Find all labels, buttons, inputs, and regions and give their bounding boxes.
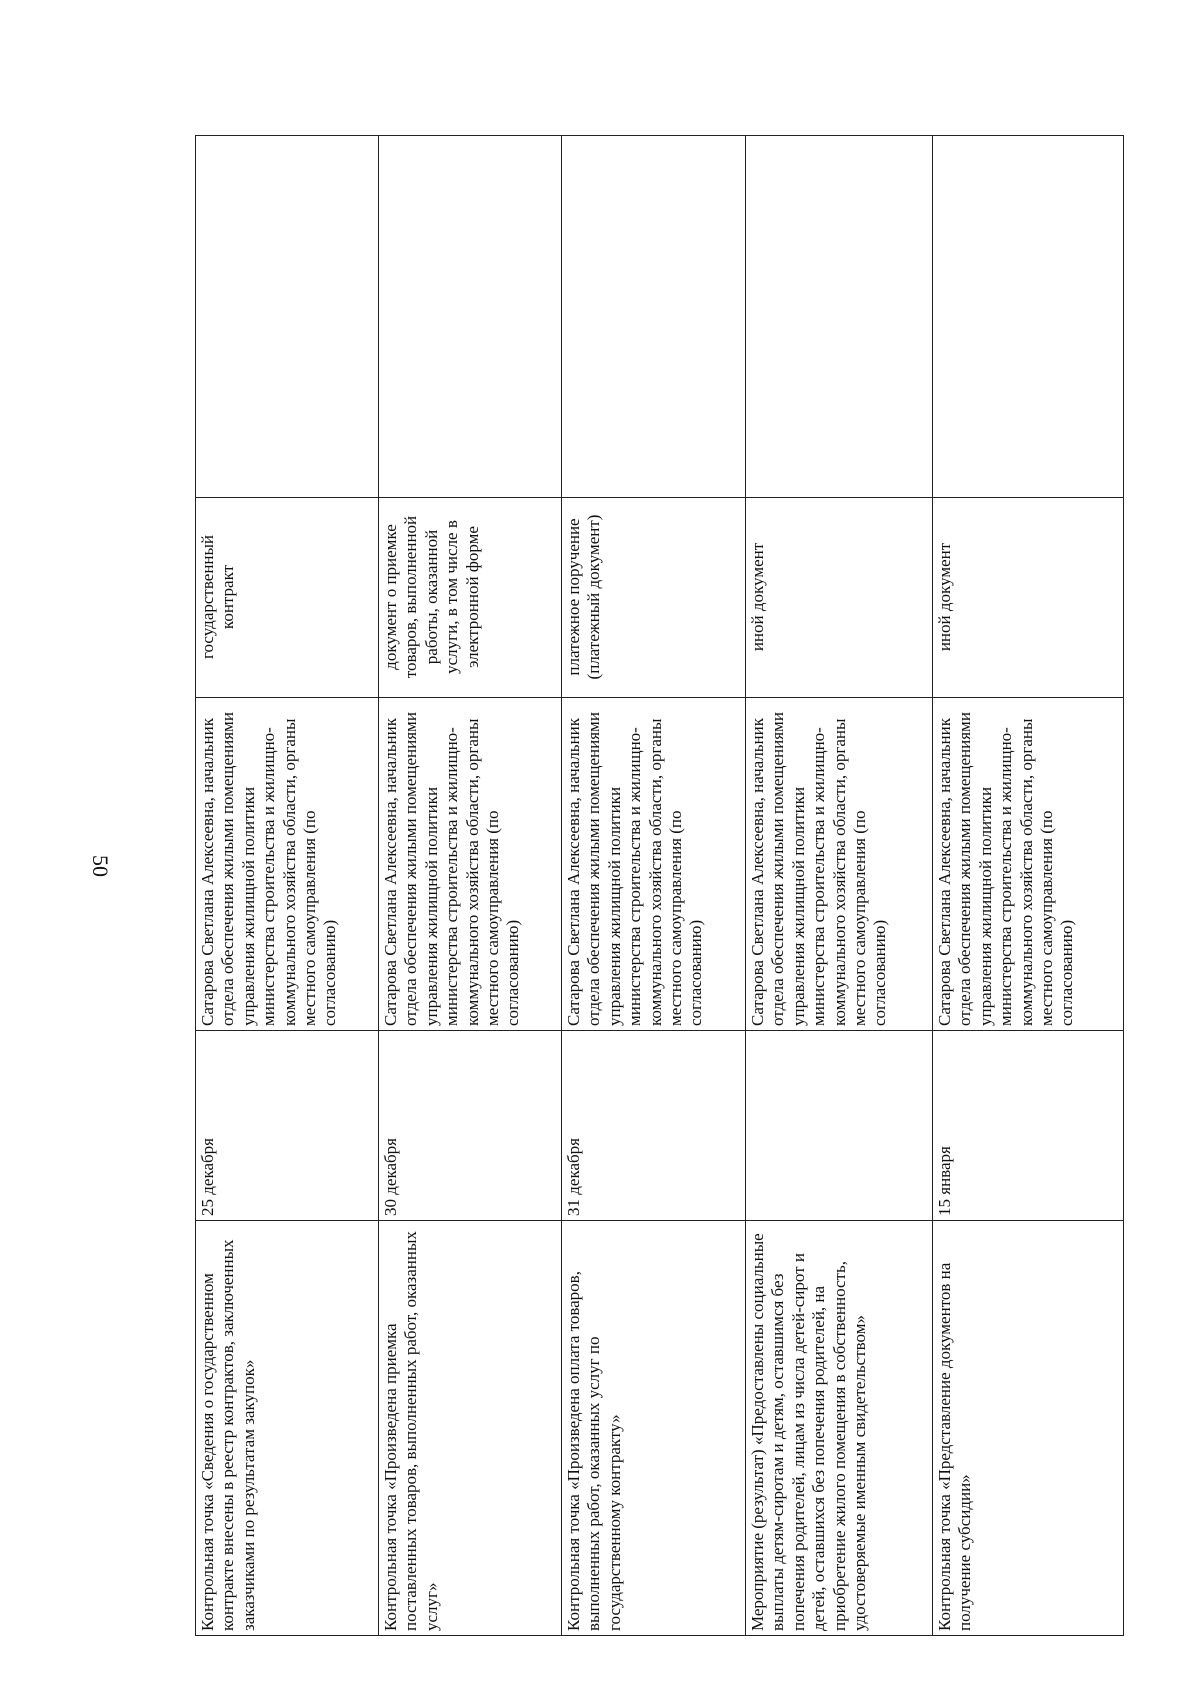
date-cell: 15 января — [933, 1031, 1124, 1221]
document-cell: платежное поручение (платежный документ) — [562, 498, 746, 698]
document-cell: документ о приемке товаров, выполненной работы, оказанной услуги, в том числе в электронной форме — [379, 498, 562, 698]
event-cell: Контрольная точка «Произведена приемка поставленных товаров, выполненных работ, оказанных услуг» — [379, 1221, 562, 1636]
rotated-page-content — [195, 136, 1123, 1636]
date-cell: 31 декабря — [562, 1031, 746, 1221]
system-cell — [562, 136, 746, 498]
control-points-table — [195, 135, 1124, 1636]
event-cell: Контрольная точка «Сведения о государственном контракте внесены в реестр контрактов, заключенных заказчиками по результатам закупок» — [196, 1221, 379, 1636]
responsible-cell: Сатарова Светлана Алексеевна, начальник отдела обеспечения жилыми помещениями управления жилищной политики министерства строительства и жилищно-коммунального хозяйства области, органы местного самоуправления (по согласованию) — [746, 698, 933, 1031]
page-number: 50 — [88, 855, 113, 877]
date-cell — [746, 1031, 933, 1221]
system-cell — [746, 136, 933, 498]
date-cell: 25 декабря — [196, 1031, 379, 1221]
table-row — [746, 136, 933, 1636]
date-cell: 30 декабря — [379, 1031, 562, 1221]
document-cell: иной документ — [933, 498, 1124, 698]
event-cell: Контрольная точка «Представление документов на получение субсидии» — [933, 1221, 1124, 1636]
responsible-cell: Сатарова Светлана Алексеевна, начальник отдела обеспечения жилыми помещениями управления жилищной политики министерства строительства и жилищно-коммунального хозяйства области, органы местного самоуправления (по согласованию) — [562, 698, 746, 1031]
event-cell: Контрольная точка «Произведена оплата товаров, выполненных работ, оказанных услуг по государственному контракту» — [562, 1221, 746, 1636]
table-row — [933, 136, 1124, 1636]
table-row — [196, 136, 379, 1636]
responsible-cell: Сатарова Светлана Алексеевна, начальник отдела обеспечения жилыми помещениями управления жилищной политики министерства строительства и жилищно-коммунального хозяйства области, органы местного самоуправления (по согласованию) — [379, 698, 562, 1031]
system-cell — [379, 136, 562, 498]
table-row — [379, 136, 562, 1636]
event-cell: Мероприятие (результат) «Предоставлены социальные выплаты детям-сиротам и детям, оставшимся без попечения родителей, лицам из числа детей-сирот и детей, оставшихся без попечения родителей, на приобретение жилого помещения в собственность, удостоверяемые именным свидетельством» — [746, 1221, 933, 1636]
table-row — [562, 136, 746, 1636]
document-cell: иной документ — [746, 498, 933, 698]
system-cell — [196, 136, 379, 498]
document-cell: государственный контракт — [196, 498, 379, 698]
responsible-cell: Сатарова Светлана Алексеевна, начальник отдела обеспечения жилыми помещениями управления жилищной политики министерства строительства и жилищно-коммунального хозяйства области, органы местного самоуправления (по согласованию) — [933, 698, 1124, 1031]
system-cell — [933, 136, 1124, 498]
responsible-cell: Сатарова Светлана Алексеевна, начальник отдела обеспечения жилыми помещениями управления жилищной политики министерства строительства и жилищно-коммунального хозяйства области, органы местного самоуправления (по согласованию) — [196, 698, 379, 1031]
